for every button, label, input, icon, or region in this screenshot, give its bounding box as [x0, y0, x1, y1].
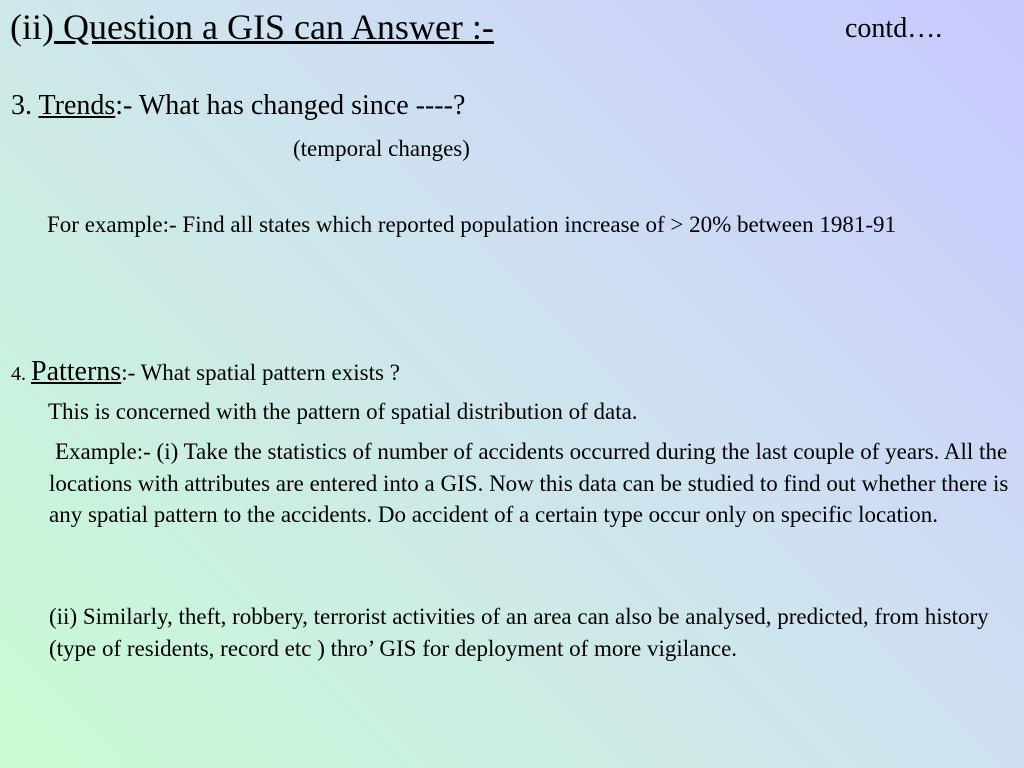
- trends-number: 3.: [11, 90, 39, 121]
- patterns-description: This is concerned with the pattern of spatial distribution of data.: [48, 399, 638, 424]
- slide-title: [10, 6, 494, 48]
- patterns-question: :- What spatial pattern exists ?: [121, 360, 400, 385]
- patterns-heading: [11, 356, 400, 388]
- continued-label: contd….: [845, 13, 943, 44]
- trends-question: :- What has changed since ----?: [115, 90, 466, 121]
- patterns-label: Patterns: [31, 356, 122, 387]
- trends-example: For example:- Find all states which reported population increase of > 20% between 1981-91: [47, 212, 897, 237]
- trends-subtitle: (temporal changes): [293, 136, 470, 161]
- trends-label: Trends: [38, 90, 116, 121]
- title-underlined: Question a GIS can Answer :-: [53, 7, 494, 47]
- patterns-example-1: Example:- (i) Take the statistics of number of accidents occurred during the last couple of years. All the locations with attributes are entered into a GIS. Now this data can be studied to find out whether there is any spatial pattern to the accidents. Do accident of a certain type occur only on specific location.: [49, 439, 1009, 527]
- patterns-example-2: (ii) Similarly, theft, robbery, terrorist activities of an area can also be analysed, predicted, from history (type of residents, record etc ) thro’ GIS for deployment of more vigilance.: [49, 604, 989, 661]
- trends-heading: [11, 90, 465, 122]
- patterns-number: 4.: [11, 363, 31, 385]
- title-prefix: (ii): [10, 7, 54, 47]
